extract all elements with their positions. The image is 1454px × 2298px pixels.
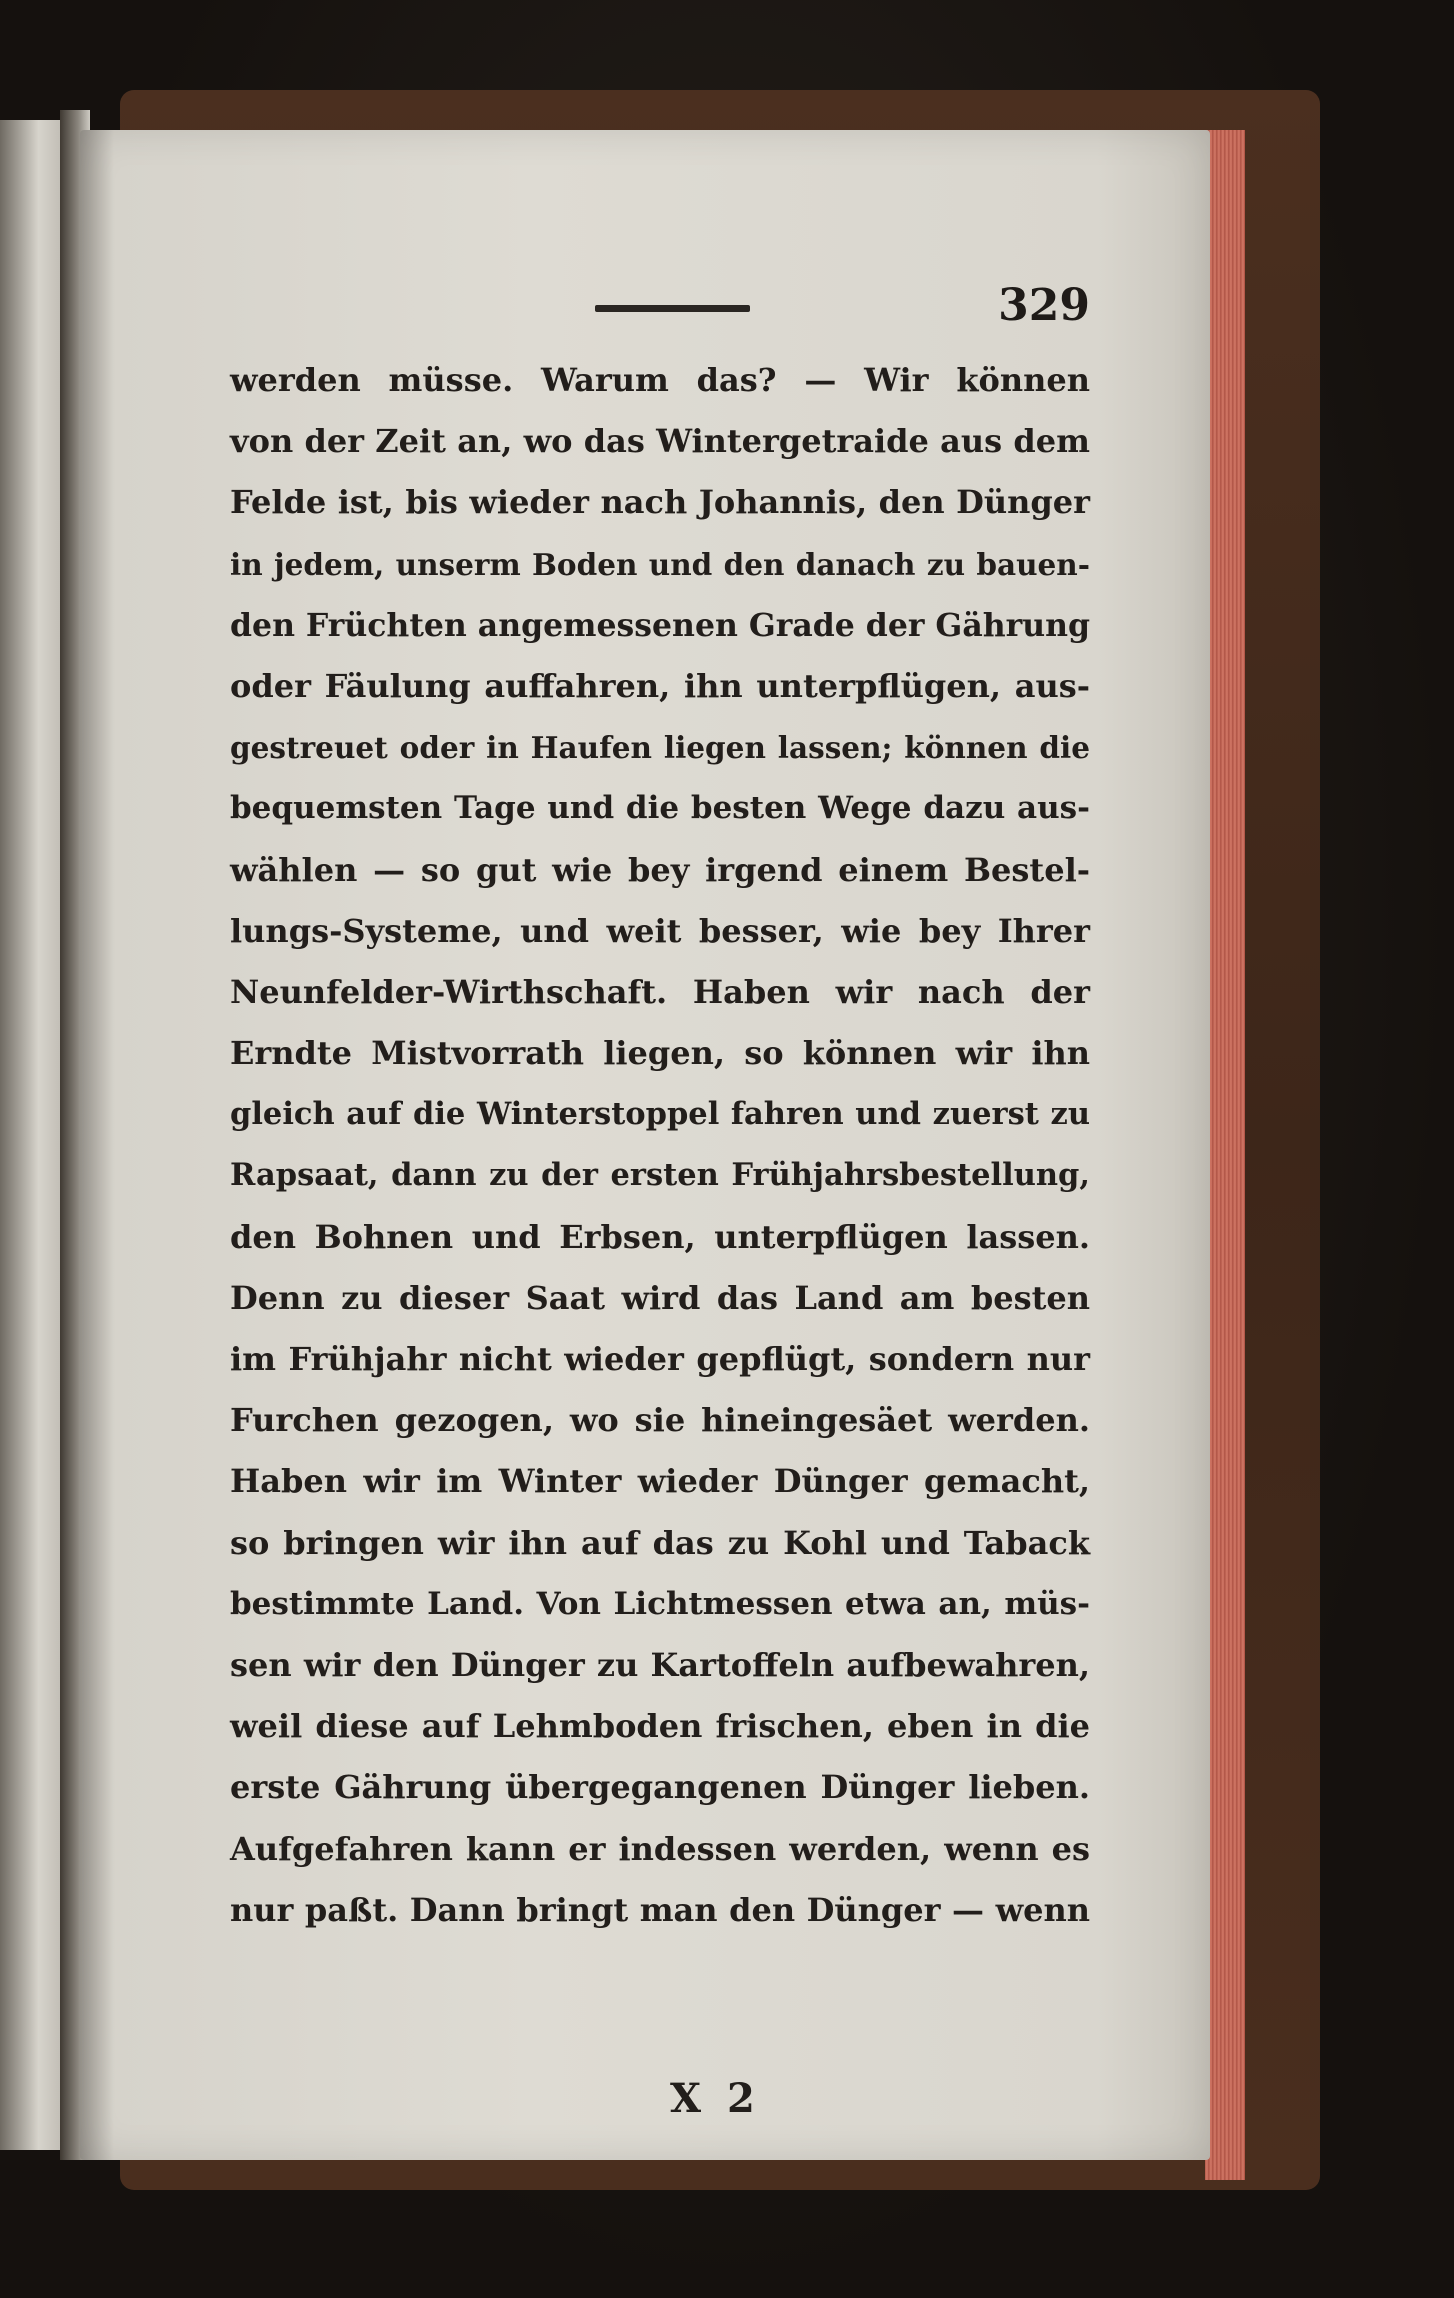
text-line: bestimmte Land. Von Lichtmessen etwa an, müs- xyxy=(230,1585,1090,1622)
text-line: sen wir den Dünger zu Kartoffeln aufbewahren, xyxy=(230,1645,1090,1684)
book xyxy=(0,90,1330,2190)
text-line: nur paßt. Dann bringt man den Dünger — wenn xyxy=(230,1890,1090,1929)
text-line: wählen — so gut wie bey irgend einem Bestel- xyxy=(230,850,1090,889)
header-rule xyxy=(595,305,750,312)
text-line: weil diese auf Lehmboden frischen, eben in die xyxy=(230,1707,1090,1746)
text-line: so bringen wir ihn auf das zu Kohl und Taback xyxy=(230,1523,1090,1562)
text-line: Erndte Mistvorrath liegen, so können wir ihn xyxy=(230,1034,1090,1073)
text-line: Denn zu dieser Saat wird das Land am besten xyxy=(230,1278,1090,1317)
text-line: oder Fäulung auffahren, ihn unterpflügen, aus- xyxy=(230,666,1090,705)
text-line: Aufgefahren kann er indessen werden, wenn es xyxy=(230,1829,1090,1868)
text-line: gestreuet oder in Haufen liegen lassen; können die xyxy=(230,730,1090,766)
text-line: lungs-Systeme, und weit besser, wie bey Ihrer xyxy=(230,911,1090,950)
text-line: gleich auf die Winterstoppel fahren und zuerst zu xyxy=(230,1096,1090,1133)
body-text xyxy=(230,350,1090,1941)
text-line: den Bohnen und Erbsen, unterpflügen lassen. xyxy=(230,1217,1090,1256)
book-page xyxy=(80,130,1210,2160)
text-line: Neunfelder-Wirthschaft. Haben wir nach der xyxy=(230,972,1090,1011)
signature-mark: X 2 xyxy=(670,2075,761,2122)
text-line: Felde ist, bis wieder nach Johannis, den Dünger xyxy=(230,483,1090,522)
text-line: in jedem, unserm Boden und den danach zu bauen- xyxy=(230,546,1090,582)
text-line: Haben wir im Winter wieder Dünger gemacht, xyxy=(230,1462,1090,1501)
text-line: im Frühjahr nicht wieder gepflügt, sondern nur xyxy=(230,1340,1090,1378)
text-line: von der Zeit an, wo das Wintergetraide aus dem xyxy=(230,422,1090,461)
text-line: bequemsten Tage und die besten Wege dazu aus- xyxy=(230,790,1090,827)
page-edges xyxy=(1205,130,1245,2180)
text-line: Furchen gezogen, wo sie hineingesäet werden. xyxy=(230,1401,1090,1440)
text-line: Rapsaat, dann zu der ersten Frühjahrsbestellung, xyxy=(230,1157,1090,1194)
text-line: werden müsse. Warum das? — Wir können xyxy=(230,361,1090,399)
text-line: erste Gährung übergegangenen Dünger lieben. xyxy=(230,1768,1090,1807)
page-number: 329 xyxy=(998,280,1090,331)
text-line: den Früchten angemessenen Grade der Gährung xyxy=(230,606,1091,644)
